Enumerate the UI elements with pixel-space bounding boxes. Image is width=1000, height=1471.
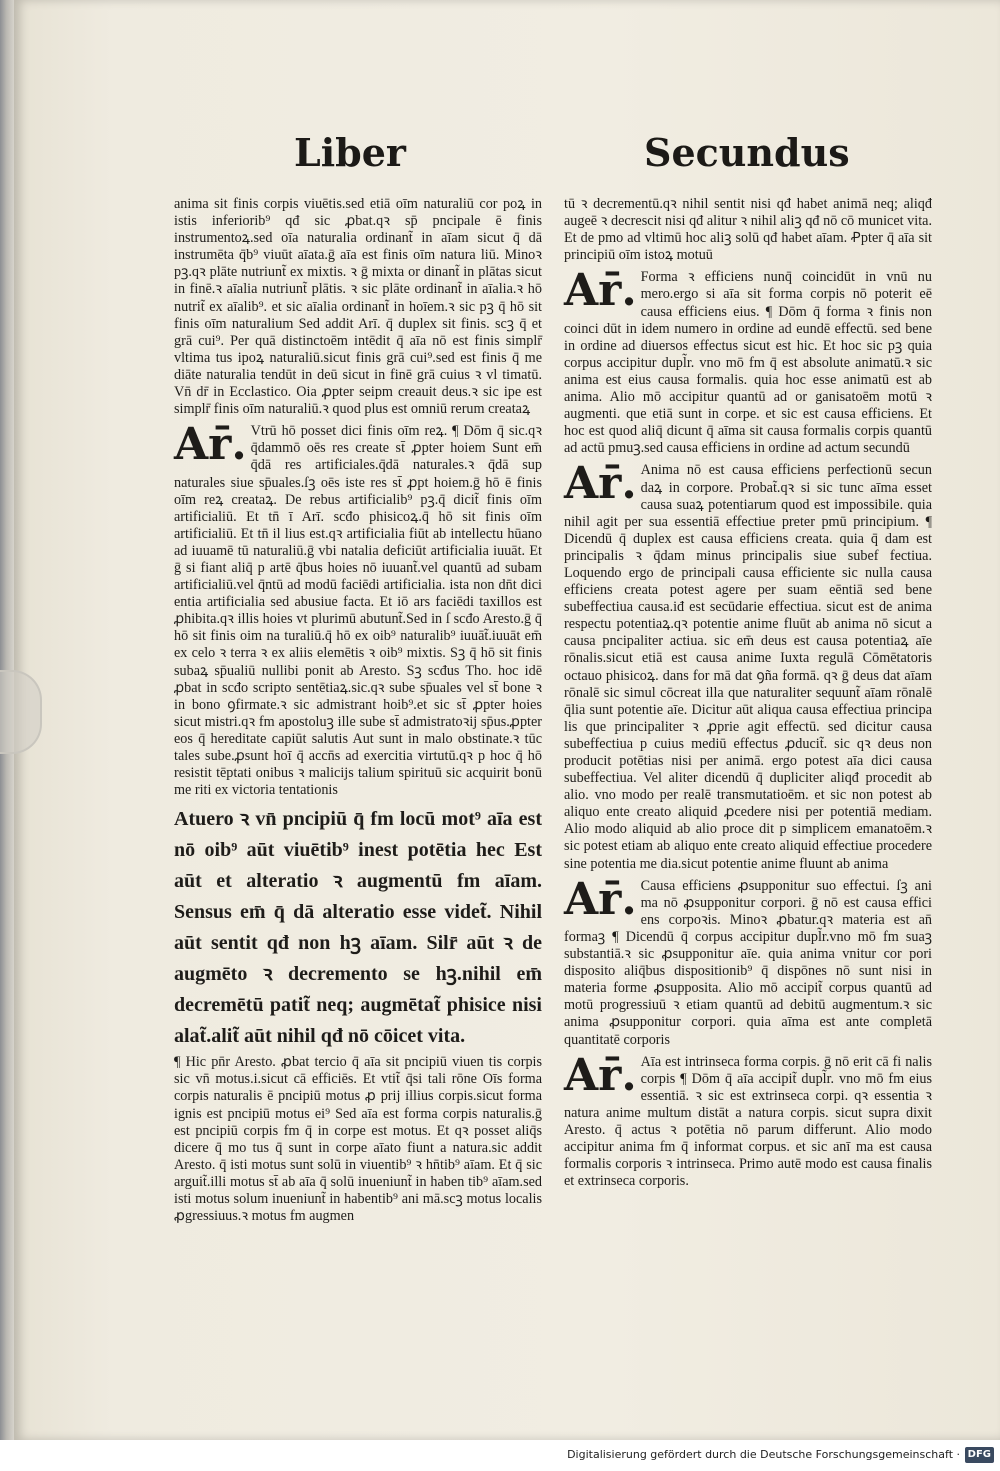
paragraph [564, 873, 932, 1049]
running-head [164, 130, 944, 190]
funding-credit: Digitalisierung gefördert durch die Deutsche Forschungsgemeinschaft · [567, 1448, 960, 1461]
paragraph [174, 419, 542, 799]
paragraph-text: Atuero ꝛ vn̄ pncipiū q̄ fm locū mot⁹ aīa est nō oib⁹ aūt viuētib⁹ inest potētia hec Est aūt et alteratio ꝛ augmentū fm aīam. Sensus em̄ q̄ dā alteratio esse videt̃. Nihil aūt sentit qđ non hꝫ aīam. Silr̄ aūt ꝛ de augmēto ꝛ decremento se hꝫ.nihil em̄ decremētū patit̃ neq; augmētat̃ phisice nisi alat̃.alit̃ aūt nihil qđ nō cōicet vita. [174, 808, 542, 1048]
paragraph-text: tū ꝛ decrementū.qꝛ nihil sentit nisi qđ habet animā neq; aliqđ augeē ꝛ decrescit nisi qđ alitur ꝛ nihil aliꝫ qđ nō cō municet vita. Et de pmo ad vltimū hoc aliꝫ solū qđ habet aīam. Ꝓpter q̄ aīa sit principiū oīm istoꝝ motuū [564, 196, 932, 264]
running-head-right: Secundus [644, 130, 850, 175]
left-column [174, 196, 542, 1230]
initial-letter: Ar̄. [564, 1049, 637, 1101]
paragraph [564, 196, 932, 264]
paragraph-text: Forma ꝛ efficiens nunq̄ coincidūt in vnū nu mero.ergo si aīa sit forma corpis nō poterit eē causa efficiens eius. ¶ Dōm q̄ forma ꝛ finis non coinci dūt in idem numero in ordine ad eundē effectū. sed bene in ordine ad diuersos effectus sicut est hic. Et hoc sic pꝫ quia corpus accipitur dupl̃r. vno mō fm q̄ est absolute animatū.ꝛ sic anima est eius causa formalis. quia hoc esse animatū est ab anima. Alio mō accipitur quantū ad or ganisatoēm motū ꝛ augmenti. que etiā sunt in corpe. et sic est causa efficiens. Et hoc est quod aliq̄ dicunt q̄ aīma sit causa formalis corpis quantū ad actū pmuꝫ.sed causa efficiens in ordine ad actum secundū [564, 269, 932, 457]
paragraph-text: Anima nō est causa efficiens perfectionū secun daꝝ in corpore. Probat̃.qꝛ si sic tunc aīma esset causa suaꝝ potentiarum quod est impossibile. quia nihil agit per sua essentiā effectiue preter pmū principium. ¶ Dicendū q̄ duplex est causa efficiens creata. quia q̄ dam est principalis ꝛ q̄dam minus principalis siue subef fectiua. Loquendo ergo de principali causa efficiente sic nulla causa efficiens creata potest agere per suam eēntiā sed bene subeffectiua causa.iđ est secūdarie effectiua. sicut est de anima respectu potentiaꝝ.qꝛ potentie anime fluūt ab anima nō sicut a causa pncipaliter actiua. sic em̄ deus est causa potentiaꝝ aīe rōnalis.sicut etiā est causa anime Iuxta regulā Cōmētatoris octauo phisicoꝝ. dans for mā dat ꝯña formā. qꝛ ḡ deus dat aīam rōnalē sic simul cōcreat illa que naturaliter sequunt̃ aīam rōnalē q̄lia sunt potentie aīe. Dicitur aūt aliqua causa effectiua principa lis que principaliter ꝛ ꝓprie agit effectū. sed dicitur causa subeffectiua p cuius mediū effectus ꝓducit̃. sic qꝛ deus non producit potētias nisi per animā. ergo potest aīa dici causa subeffectiua. Vel aliter dicendū q̄ dupliciter aliqđ procedit ab alio. vno modo per realē transmutatioēm. et sic non potest ab aliquo ente creato aliquid ꝓcedere nisi per potentiā mediam. Alio modo aliquid ab alio proce dit p simplicem emanatoēm.ꝛ sic potest etiam ab aliquo ente creato aliquid effectiue procedere sine potentia me dia.sicut potentie anime fluunt ab anima [564, 462, 932, 872]
paragraph [564, 1049, 932, 1191]
scan-footer [0, 1440, 1000, 1471]
dfg-logo: DFG [965, 1447, 994, 1463]
paragraph [174, 196, 542, 418]
initial-letter: Ar̄. [174, 419, 247, 471]
paragraph-text: anima sit finis corpis viuētis.sed etiā oīm naturaliū cor poꝝ in istis inferiorib⁹ qđ sic ꝓbat.qꝛ sp̄ pncipale ē finis instrumentoꝝ.sed oīa naturalia ordinant̃ in aīam sicut q̄ dā instrumēta q̄b⁹ viuūt aīata.ḡ aīa est finis oīm natura liū. Minoꝛ pꝫ.qꝛ plāte nutriunt̃ ex mixtis. ꝛ ḡ mixta or dinant̃ in plātas sicut in finē.ꝛ aīalia nutriunt̃ plātis. ꝛ sic plāte ordinant̃ in aīalia.ꝛ hō nutrit̃ ex aīalib⁹. et sic aīalia ordinant̃ in hoīem.ꝛ sic pꝫ q̄ hō sit finis oīm naturalium Sed addit Arī. q̄ duplex sit finis. scꝫ q̄ et grā cui⁹. Per quā distinctoēm intēdit q̄ aīa nō est finis simplr̄ vltima tus ipoꝝ naturaliū.sicut finis grā cui⁹.sed est finis q̄ me diāte naturalia tendūt in deū sicut in finē grā cuius ꝛ vl timatū. Vn̄ dr̄ in Ecclastico. Oia ꝓpter seipm creauit deus.ꝛ sic ipe est simplr̄ finis oīm naturaliū.ꝛ quod plus est omniū rerum creataꝝ [174, 196, 542, 418]
running-head-left: Liber [294, 130, 406, 175]
paragraph [564, 265, 932, 457]
paragraph [174, 1054, 542, 1225]
paragraph [564, 458, 932, 872]
paragraph-text: ¶ Hic pn̄r Aresto. ꝓbat tercio q̄ aīa sit pncipiū viuen tis corpis sic vn̄ motus.i.sicut cā efficiēs. Et vtit̃ q̄si tali rōne Oīs forma corpis naturalis ē pncipiū motus ꝓ prij illius corpis.sicut forma ignis est pncipiū motus ei⁹ Sed aīa est forma corpis naturalis.ḡ est pncipiū corpis fm q̄ in corpe est motus. Et qꝛ posset aliq̄s dicere q̄ mo tus q̄ sunt in corpe aīato fiunt a natura.sic addit Aresto. q̄ isti motus sunt solū in viuentib⁹ ꝛ hn̄tib⁹ aīam. Et q̄ sic arguit̃.illi motus st̄ ab aīa q̄ solū inueniunt̃ in haben tib⁹ aīam.sed isti motus solum inueniunt̃ in habentib⁹ ani mā.scꝫ motus localis ꝓgressiuus.ꝛ motus fm augmen [174, 1054, 542, 1225]
right-column [564, 196, 932, 1195]
paragraph [174, 804, 542, 1052]
initial-letter: Ar̄. [564, 873, 637, 925]
book-page [14, 0, 1000, 1440]
paragraph-text: Vtrū hō posset dici finis oīm reꝝ. ¶ Dōm q̄ sic.qꝛ q̄dammō oēs res create st̄ ꝓpter hoiem Sunt em̄ q̄dā res artificiales.q̄dā naturales.ꝛ q̄dā sup naturales siue sp̄uales.ſꝫ oēs iste res st̄ ꝓpt hoiem.ḡ hō ē finis oīm reꝝ creataꝝ. De rebus artificialib⁹ pꝫ.q̄ dicit̃ finis oīm artificialiū. Et tn̄ ī Arī. scđo phisicoꝝ.q̄ hō sit finis oīm artificialiū. Et tn̄ il lius est.qꝛ artificialia fiūt ab intellectu hūano ad iuuamē tū naturaliū.ḡ vbi natalia deficiūt artificialia iuuāt. Et ḡ si fiant aliq̄ p artē q̄bus hoies nō iuuant̃.vel quantū ad subam artificialiū.vel q̄ntū ad modū faciēdi artificialia. ista non dn̄t dici entia artificialia sed abusiue facta. Et iō ars faciēdi taxillos est ꝓhibita.qꝛ illis hoies vt plurimū abutunt̃.Sed in ſ scđo Aresto.ḡ q̄ hō sit finis oim na turaliū.q̄ hō ex oib⁹ naturalib⁹ iuuāt̃.iuuāt em̄ ex celo ꝛ terra ꝛ ex aliis elemētis ꝛ oib⁹ mixtis. Sꝫ q̄ hō sit finis subaꝝ sp̄ualiū nullibi ponit ab Aresto. Sꝫ scđus Tho. hoc idē ꝓbat in scđo scripto sentētiaꝝ.sic.qꝛ sube sp̄uales vel st̄ bone ꝛ in bono ꝯfirmate.ꝛ sic admistrant hoib⁹.et sic st̄ ꝓpter hoies sicut mistri.qꝛ fm apostoluꝫ ille sube st̄ admistratoꝛij sp̄us.ꝓpter eos q̄ hereditate capiūt salutis Aut sunt in malo obstinate.ꝛ tūc tales sube.ꝓsunt hoī q̄ accn̄s ad exercitia virtutū.qꝛ p hoc q̄ hō resistit tēptati onibus ꝛ malicijs talium spirituū sic acquirit bonū me riti ex victoria tentationis [174, 423, 542, 799]
initial-letter: Ar̄. [564, 458, 637, 510]
page-body [164, 120, 944, 1300]
paragraph-text: Causa efficiens ꝓsupponitur suo effectui. ſꝫ ani ma nō ꝓsupponitur corpori. ḡ nō est causa effici ens corpoꝛis. Minoꝛ ꝓbatur.qꝛ materia est an̄ formaꝫ ¶ Dicendū q̄ corpus accipitur dupl̃r.vno mō fm suaꝫ substantiā.ꝛ sic ꝓsupponitur aīe. quia anima vnitur cor pori disposito aliq̄bus dispositionib⁹ q̄ dispōnes nō sunt nisi in materia forme ꝓsupposita. Alio mō accipit̃ corpus quantū ad motū progressiuū ꝛ etiam quantū ad debitū augmentum.ꝛ sic anima ꝓsupponitur corpori. quia aīma est ante completā quantitatē corporis [564, 877, 932, 1048]
initial-letter: Ar̄. [564, 265, 637, 317]
page-clip [0, 670, 42, 754]
paragraph-text: Aīa est intrinseca forma corpis. ḡ nō erit cā fi nalis corpis ¶ Dōm q̄ aīa accipit̃ dupl̃r. vno mō fm eius essentiā. ꝛ sic est extrinseca corpi. qꝛ essentia ꝛ natura anime multum distāt a natura corpis. sicut supra dixit Aresto. q̄ actus ꝛ potētia nō parum differunt. Alio modo accipitur anima fm q̄ informat corpus. et sic anī ma est causa formalis corporis ꝛ intrinseca. Primo autē modo est causa finalis et extrinseca corporis. [564, 1053, 932, 1190]
